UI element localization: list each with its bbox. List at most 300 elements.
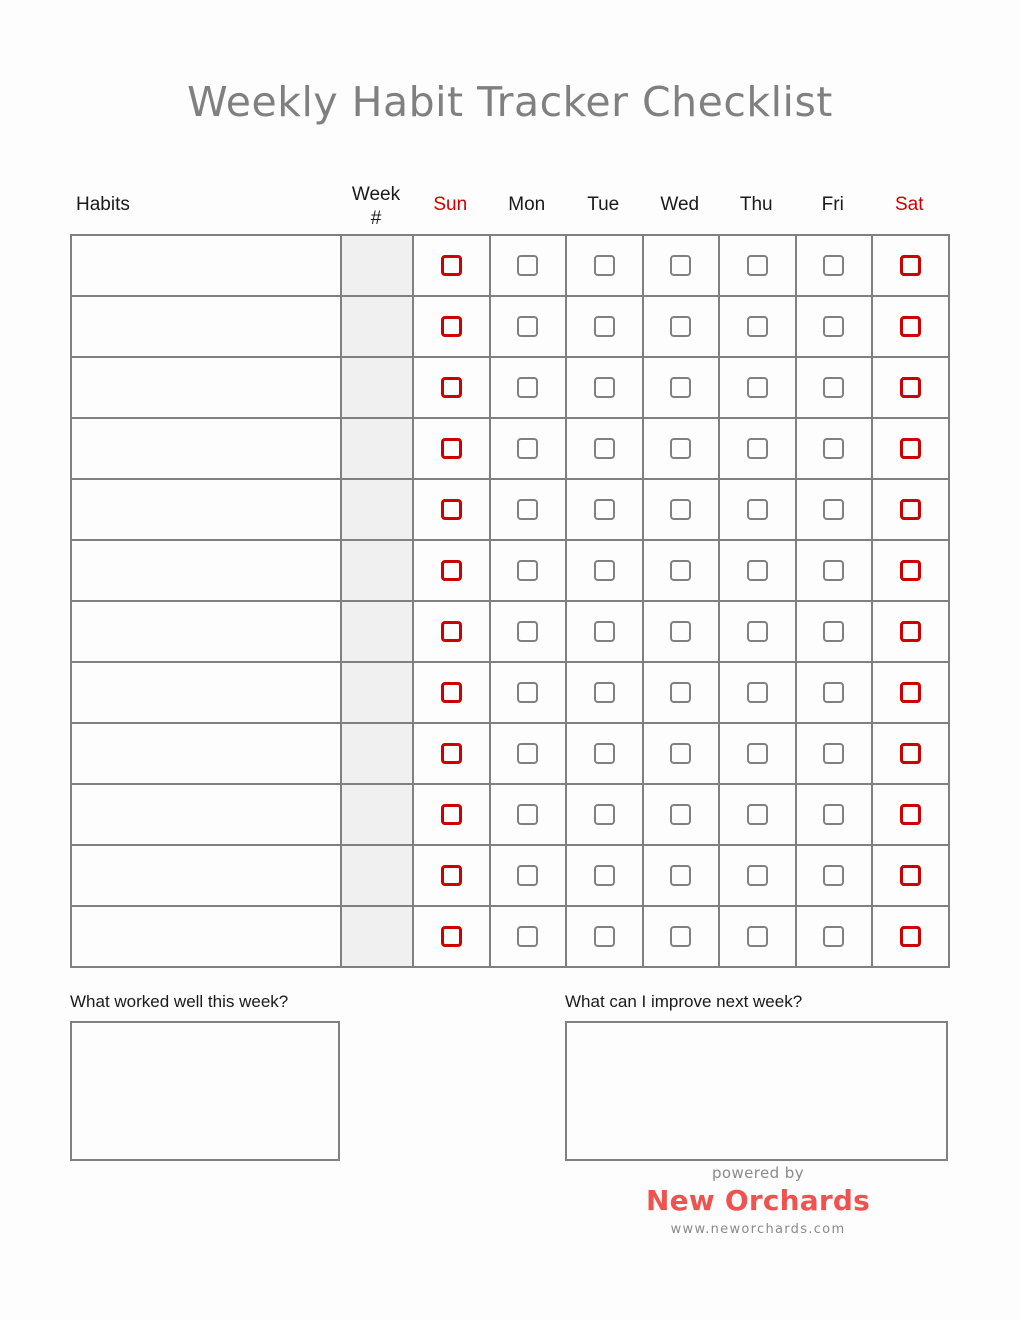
table-row bbox=[71, 296, 949, 357]
checkbox-icon[interactable] bbox=[441, 255, 462, 276]
day-cell-fri[interactable] bbox=[796, 784, 873, 845]
checkbox-icon[interactable] bbox=[517, 865, 538, 886]
week-number-cell[interactable] bbox=[341, 357, 413, 418]
day-cell-mon[interactable] bbox=[490, 357, 567, 418]
habit-name-cell[interactable] bbox=[71, 479, 341, 540]
checkbox-icon[interactable] bbox=[900, 560, 921, 581]
cell-inner bbox=[567, 541, 642, 600]
footer-branding bbox=[568, 1164, 948, 1237]
checkbox-icon[interactable] bbox=[900, 804, 921, 825]
note-label-what-worked: What worked well this week? bbox=[70, 992, 289, 1011]
checkbox-icon[interactable] bbox=[670, 926, 691, 947]
checkbox-icon[interactable] bbox=[900, 438, 921, 459]
cell-inner bbox=[414, 297, 489, 356]
day-cell-mon[interactable] bbox=[490, 235, 567, 296]
checkbox-icon[interactable] bbox=[441, 316, 462, 337]
day-cell-tue[interactable] bbox=[566, 601, 643, 662]
day-cell-fri[interactable] bbox=[796, 418, 873, 479]
habit-name-cell[interactable] bbox=[71, 601, 341, 662]
day-cell-thu[interactable] bbox=[719, 906, 796, 967]
checkbox-icon[interactable] bbox=[823, 743, 844, 764]
column-header-sat: Sat bbox=[894, 194, 924, 215]
checkbox-icon[interactable] bbox=[441, 926, 462, 947]
week-number-cell[interactable] bbox=[341, 906, 413, 967]
cell-inner bbox=[644, 358, 719, 417]
day-cell-tue[interactable] bbox=[566, 235, 643, 296]
cell-inner bbox=[491, 602, 566, 661]
day-cell-thu[interactable] bbox=[719, 357, 796, 418]
day-cell-wed[interactable] bbox=[643, 845, 720, 906]
day-cell-fri[interactable] bbox=[796, 357, 873, 418]
checkbox-icon[interactable] bbox=[517, 682, 538, 703]
habit-name-cell[interactable] bbox=[71, 906, 341, 967]
cell-inner bbox=[797, 236, 872, 295]
week-number-cell[interactable] bbox=[341, 479, 413, 540]
day-cell-thu[interactable] bbox=[719, 601, 796, 662]
cell-inner bbox=[567, 724, 642, 783]
habit-name-cell[interactable] bbox=[71, 235, 341, 296]
cell-inner bbox=[720, 541, 795, 600]
column-header-week-number bbox=[340, 183, 412, 231]
cell-inner bbox=[567, 480, 642, 539]
day-cell-sun[interactable] bbox=[413, 906, 490, 967]
day-cell-sun[interactable] bbox=[413, 662, 490, 723]
checkbox-icon[interactable] bbox=[670, 499, 691, 520]
table-row bbox=[71, 601, 949, 662]
checkbox-icon[interactable] bbox=[670, 316, 691, 337]
week-number-cell[interactable] bbox=[341, 418, 413, 479]
cell-inner bbox=[720, 297, 795, 356]
brand-name: New Orchards bbox=[646, 1184, 870, 1217]
habit-name-cell[interactable] bbox=[71, 296, 341, 357]
table-row bbox=[71, 235, 949, 296]
checkbox-icon[interactable] bbox=[594, 743, 615, 764]
checkbox-icon[interactable] bbox=[670, 255, 691, 276]
habit-name-cell[interactable] bbox=[71, 784, 341, 845]
checkbox-icon[interactable] bbox=[670, 804, 691, 825]
checkbox-icon[interactable] bbox=[747, 499, 768, 520]
day-cell-wed[interactable] bbox=[643, 357, 720, 418]
cell-inner bbox=[644, 907, 719, 966]
checkbox-icon[interactable] bbox=[747, 255, 768, 276]
day-cell-thu[interactable] bbox=[719, 296, 796, 357]
cell-inner bbox=[644, 785, 719, 844]
checkbox-icon[interactable] bbox=[670, 743, 691, 764]
day-cell-mon[interactable] bbox=[490, 540, 567, 601]
day-cell-sun[interactable] bbox=[413, 784, 490, 845]
day-cell-fri[interactable] bbox=[796, 845, 873, 906]
day-cell-fri[interactable] bbox=[796, 601, 873, 662]
cell-inner bbox=[720, 602, 795, 661]
day-cell-tue[interactable] bbox=[566, 784, 643, 845]
day-cell-mon[interactable] bbox=[490, 479, 567, 540]
cell-inner bbox=[567, 846, 642, 905]
cell-inner bbox=[491, 907, 566, 966]
column-header-fri: Fri bbox=[821, 194, 844, 215]
note-label-what-improve: What can I improve next week? bbox=[565, 992, 803, 1011]
cell-inner bbox=[414, 663, 489, 722]
day-cell-thu[interactable] bbox=[719, 418, 796, 479]
day-cell-wed[interactable] bbox=[643, 540, 720, 601]
checkbox-icon[interactable] bbox=[670, 560, 691, 581]
cell-inner bbox=[567, 602, 642, 661]
day-cell-sun[interactable] bbox=[413, 540, 490, 601]
cell-inner bbox=[567, 236, 642, 295]
checkbox-icon[interactable] bbox=[594, 560, 615, 581]
cell-inner bbox=[644, 846, 719, 905]
column-header-tue: Tue bbox=[587, 194, 620, 215]
day-cell-sun[interactable] bbox=[413, 845, 490, 906]
checkbox-icon[interactable] bbox=[900, 743, 921, 764]
cell-inner bbox=[491, 419, 566, 478]
checkbox-icon[interactable] bbox=[594, 926, 615, 947]
table-row bbox=[71, 845, 949, 906]
checkbox-icon[interactable] bbox=[594, 804, 615, 825]
cell-inner bbox=[797, 663, 872, 722]
note-input-what-improve[interactable] bbox=[565, 1021, 948, 1161]
checkbox-icon[interactable] bbox=[670, 377, 691, 398]
checkbox-icon[interactable] bbox=[823, 865, 844, 886]
cell-inner bbox=[873, 907, 948, 966]
cell-inner bbox=[644, 236, 719, 295]
day-cell-sun[interactable] bbox=[413, 296, 490, 357]
cell-inner bbox=[797, 602, 872, 661]
checkbox-icon[interactable] bbox=[517, 316, 538, 337]
day-cell-tue[interactable] bbox=[566, 296, 643, 357]
checkbox-icon[interactable] bbox=[594, 255, 615, 276]
week-number-cell[interactable] bbox=[341, 723, 413, 784]
day-cell-mon[interactable] bbox=[490, 418, 567, 479]
week-number-cell[interactable] bbox=[341, 845, 413, 906]
checkbox-icon[interactable] bbox=[823, 255, 844, 276]
day-cell-sat[interactable] bbox=[872, 784, 949, 845]
column-header-wed: Wed bbox=[660, 194, 700, 215]
cell-inner bbox=[414, 846, 489, 905]
week-number-cell[interactable] bbox=[341, 540, 413, 601]
checkbox-icon[interactable] bbox=[517, 804, 538, 825]
checkbox-icon[interactable] bbox=[594, 377, 615, 398]
cell-inner bbox=[491, 663, 566, 722]
cell-inner bbox=[414, 541, 489, 600]
checkbox-icon[interactable] bbox=[441, 621, 462, 642]
note-input-what-worked[interactable] bbox=[70, 1021, 340, 1161]
cell-inner bbox=[644, 602, 719, 661]
day-cell-mon[interactable] bbox=[490, 296, 567, 357]
cell-inner bbox=[491, 724, 566, 783]
day-cell-wed[interactable] bbox=[643, 906, 720, 967]
checkbox-icon[interactable] bbox=[517, 499, 538, 520]
cell-inner bbox=[491, 480, 566, 539]
column-header-week-line2: # bbox=[370, 208, 382, 229]
day-cell-sat[interactable] bbox=[872, 723, 949, 784]
day-cell-mon[interactable] bbox=[490, 723, 567, 784]
day-cell-wed[interactable] bbox=[643, 296, 720, 357]
habit-name-cell[interactable] bbox=[71, 418, 341, 479]
checkbox-icon[interactable] bbox=[900, 682, 921, 703]
cell-inner bbox=[491, 846, 566, 905]
cell-inner bbox=[567, 785, 642, 844]
table-row bbox=[71, 418, 949, 479]
checkbox-icon[interactable] bbox=[594, 682, 615, 703]
day-cell-fri[interactable] bbox=[796, 906, 873, 967]
day-cell-tue[interactable] bbox=[566, 845, 643, 906]
week-number-cell[interactable] bbox=[341, 662, 413, 723]
habit-name-cell[interactable] bbox=[71, 662, 341, 723]
day-cell-sun[interactable] bbox=[413, 418, 490, 479]
cell-inner bbox=[720, 907, 795, 966]
column-header-mon: Mon bbox=[508, 194, 546, 215]
checkbox-icon[interactable] bbox=[441, 438, 462, 459]
cell-inner bbox=[720, 846, 795, 905]
cell-inner bbox=[720, 419, 795, 478]
cell-inner bbox=[797, 846, 872, 905]
day-cell-tue[interactable] bbox=[566, 723, 643, 784]
table-header-row bbox=[70, 178, 948, 234]
cell-inner bbox=[797, 907, 872, 966]
cell-inner bbox=[414, 358, 489, 417]
checkbox-icon[interactable] bbox=[747, 743, 768, 764]
cell-inner bbox=[491, 358, 566, 417]
cell-inner bbox=[644, 541, 719, 600]
checkbox-icon[interactable] bbox=[517, 255, 538, 276]
day-cell-thu[interactable] bbox=[719, 784, 796, 845]
cell-inner bbox=[873, 663, 948, 722]
week-number-cell[interactable] bbox=[341, 784, 413, 845]
day-cell-thu[interactable] bbox=[719, 479, 796, 540]
cell-inner bbox=[491, 785, 566, 844]
cell-inner bbox=[873, 419, 948, 478]
checkbox-icon[interactable] bbox=[670, 682, 691, 703]
cell-inner bbox=[644, 480, 719, 539]
checkbox-icon[interactable] bbox=[747, 804, 768, 825]
cell-inner bbox=[797, 541, 872, 600]
day-cell-sun[interactable] bbox=[413, 479, 490, 540]
table-row bbox=[71, 479, 949, 540]
checkbox-icon[interactable] bbox=[900, 926, 921, 947]
checkbox-icon[interactable] bbox=[517, 377, 538, 398]
column-header-thu: Thu bbox=[739, 194, 773, 215]
note-section-what-improve bbox=[565, 992, 948, 1161]
day-cell-sat[interactable] bbox=[872, 357, 949, 418]
checkbox-icon[interactable] bbox=[823, 682, 844, 703]
checkbox-icon[interactable] bbox=[594, 499, 615, 520]
checkbox-icon[interactable] bbox=[823, 499, 844, 520]
cell-inner bbox=[414, 724, 489, 783]
day-cell-wed[interactable] bbox=[643, 479, 720, 540]
day-cell-fri[interactable] bbox=[796, 723, 873, 784]
day-cell-fri[interactable] bbox=[796, 662, 873, 723]
brand-website[interactable]: www.neworchards.com bbox=[670, 1222, 846, 1237]
checkbox-icon[interactable] bbox=[441, 743, 462, 764]
day-cell-sat[interactable] bbox=[872, 418, 949, 479]
checkbox-icon[interactable] bbox=[517, 621, 538, 642]
cell-inner bbox=[644, 419, 719, 478]
checkbox-icon[interactable] bbox=[823, 377, 844, 398]
checkbox-icon[interactable] bbox=[900, 377, 921, 398]
checkbox-icon[interactable] bbox=[823, 438, 844, 459]
cell-inner bbox=[491, 541, 566, 600]
week-number-cell[interactable] bbox=[341, 601, 413, 662]
cell-inner bbox=[797, 358, 872, 417]
cell-inner bbox=[414, 602, 489, 661]
checkbox-icon[interactable] bbox=[900, 621, 921, 642]
checkbox-icon[interactable] bbox=[823, 560, 844, 581]
cell-inner bbox=[873, 297, 948, 356]
table-row bbox=[71, 357, 949, 418]
cell-inner bbox=[720, 663, 795, 722]
checkbox-icon[interactable] bbox=[517, 438, 538, 459]
day-cell-wed[interactable] bbox=[643, 418, 720, 479]
powered-by-label: powered by bbox=[712, 1164, 804, 1182]
day-cell-mon[interactable] bbox=[490, 906, 567, 967]
day-cell-fri[interactable] bbox=[796, 479, 873, 540]
habit-name-cell[interactable] bbox=[71, 723, 341, 784]
checkbox-icon[interactable] bbox=[823, 804, 844, 825]
day-cell-sat[interactable] bbox=[872, 845, 949, 906]
cell-inner bbox=[720, 480, 795, 539]
day-cell-tue[interactable] bbox=[566, 540, 643, 601]
habit-name-cell[interactable] bbox=[71, 540, 341, 601]
cell-inner bbox=[567, 907, 642, 966]
column-header-habits: Habits bbox=[76, 194, 130, 215]
cell-inner bbox=[491, 297, 566, 356]
checkbox-icon[interactable] bbox=[441, 560, 462, 581]
day-cell-sun[interactable] bbox=[413, 723, 490, 784]
checkbox-icon[interactable] bbox=[747, 560, 768, 581]
table-row bbox=[71, 784, 949, 845]
day-cell-fri[interactable] bbox=[796, 235, 873, 296]
day-cell-sat[interactable] bbox=[872, 601, 949, 662]
habit-name-cell[interactable] bbox=[71, 845, 341, 906]
cell-inner bbox=[720, 724, 795, 783]
cell-inner bbox=[873, 236, 948, 295]
day-cell-mon[interactable] bbox=[490, 662, 567, 723]
day-cell-thu[interactable] bbox=[719, 235, 796, 296]
day-cell-sat[interactable] bbox=[872, 296, 949, 357]
table-row bbox=[71, 723, 949, 784]
checkbox-icon[interactable] bbox=[823, 926, 844, 947]
checkbox-icon[interactable] bbox=[594, 865, 615, 886]
column-header-week-line1: Week bbox=[351, 184, 401, 205]
checkbox-icon[interactable] bbox=[747, 926, 768, 947]
checkbox-icon[interactable] bbox=[517, 560, 538, 581]
cell-inner bbox=[644, 724, 719, 783]
cell-inner bbox=[720, 236, 795, 295]
day-cell-thu[interactable] bbox=[719, 540, 796, 601]
table-row bbox=[71, 540, 949, 601]
cell-inner bbox=[797, 297, 872, 356]
day-cell-sat[interactable] bbox=[872, 235, 949, 296]
checkbox-icon[interactable] bbox=[441, 804, 462, 825]
checkbox-icon[interactable] bbox=[747, 865, 768, 886]
table-row bbox=[71, 662, 949, 723]
day-cell-wed[interactable] bbox=[643, 601, 720, 662]
cell-inner bbox=[797, 724, 872, 783]
day-cell-wed[interactable] bbox=[643, 662, 720, 723]
checkbox-icon[interactable] bbox=[900, 255, 921, 276]
cell-inner bbox=[873, 541, 948, 600]
checkbox-icon[interactable] bbox=[441, 377, 462, 398]
day-cell-sun[interactable] bbox=[413, 235, 490, 296]
checkbox-icon[interactable] bbox=[517, 926, 538, 947]
checkbox-icon[interactable] bbox=[441, 682, 462, 703]
day-cell-mon[interactable] bbox=[490, 601, 567, 662]
day-cell-thu[interactable] bbox=[719, 662, 796, 723]
checkbox-icon[interactable] bbox=[670, 438, 691, 459]
checkbox-icon[interactable] bbox=[900, 499, 921, 520]
day-cell-sun[interactable] bbox=[413, 601, 490, 662]
cell-inner bbox=[491, 236, 566, 295]
cell-inner bbox=[797, 480, 872, 539]
cell-inner bbox=[873, 602, 948, 661]
day-cell-sat[interactable] bbox=[872, 479, 949, 540]
cell-inner bbox=[720, 785, 795, 844]
day-cell-fri[interactable] bbox=[796, 540, 873, 601]
day-cell-thu[interactable] bbox=[719, 845, 796, 906]
checkbox-icon[interactable] bbox=[594, 316, 615, 337]
cell-inner bbox=[414, 785, 489, 844]
day-cell-sat[interactable] bbox=[872, 906, 949, 967]
cell-inner bbox=[873, 480, 948, 539]
day-cell-mon[interactable] bbox=[490, 845, 567, 906]
week-number-cell[interactable] bbox=[341, 235, 413, 296]
day-cell-wed[interactable] bbox=[643, 784, 720, 845]
checkbox-icon[interactable] bbox=[594, 621, 615, 642]
day-cell-tue[interactable] bbox=[566, 357, 643, 418]
checkbox-icon[interactable] bbox=[747, 682, 768, 703]
day-cell-mon[interactable] bbox=[490, 784, 567, 845]
day-cell-wed[interactable] bbox=[643, 723, 720, 784]
day-cell-fri[interactable] bbox=[796, 296, 873, 357]
cell-inner bbox=[644, 663, 719, 722]
checkbox-icon[interactable] bbox=[670, 621, 691, 642]
checkbox-icon[interactable] bbox=[670, 865, 691, 886]
checkbox-icon[interactable] bbox=[594, 438, 615, 459]
table-row bbox=[71, 906, 949, 967]
checkbox-icon[interactable] bbox=[441, 499, 462, 520]
checkbox-icon[interactable] bbox=[747, 316, 768, 337]
checkbox-icon[interactable] bbox=[747, 377, 768, 398]
checkbox-icon[interactable] bbox=[900, 865, 921, 886]
checkbox-icon[interactable] bbox=[441, 865, 462, 886]
checkbox-icon[interactable] bbox=[900, 316, 921, 337]
day-cell-tue[interactable] bbox=[566, 479, 643, 540]
checkbox-icon[interactable] bbox=[517, 743, 538, 764]
cell-inner bbox=[873, 846, 948, 905]
day-cell-sat[interactable] bbox=[872, 662, 949, 723]
day-cell-sat[interactable] bbox=[872, 540, 949, 601]
cell-inner bbox=[414, 419, 489, 478]
day-cell-tue[interactable] bbox=[566, 662, 643, 723]
day-cell-tue[interactable] bbox=[566, 906, 643, 967]
cell-inner bbox=[414, 480, 489, 539]
cell-inner bbox=[644, 297, 719, 356]
checkbox-icon[interactable] bbox=[747, 438, 768, 459]
cell-inner bbox=[567, 663, 642, 722]
cell-inner bbox=[797, 785, 872, 844]
checkbox-icon[interactable] bbox=[747, 621, 768, 642]
cell-inner bbox=[567, 358, 642, 417]
day-cell-thu[interactable] bbox=[719, 723, 796, 784]
checkbox-icon[interactable] bbox=[823, 621, 844, 642]
day-cell-wed[interactable] bbox=[643, 235, 720, 296]
habit-grid-table bbox=[70, 234, 950, 968]
day-cell-sun[interactable] bbox=[413, 357, 490, 418]
week-number-cell[interactable] bbox=[341, 296, 413, 357]
checkbox-icon[interactable] bbox=[823, 316, 844, 337]
habit-name-cell[interactable] bbox=[71, 357, 341, 418]
day-cell-tue[interactable] bbox=[566, 418, 643, 479]
